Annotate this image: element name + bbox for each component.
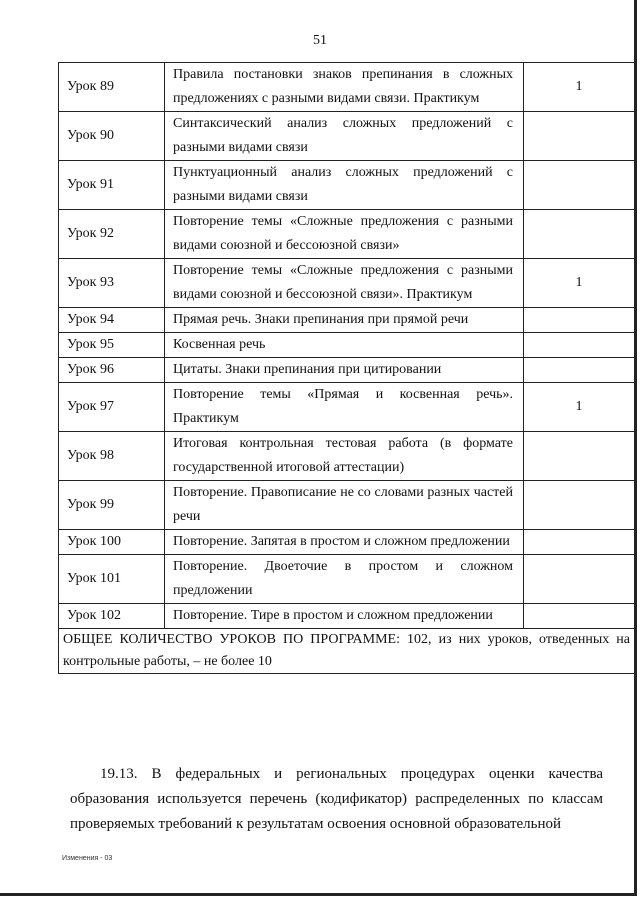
lesson-hours: 1	[524, 63, 635, 112]
lesson-topic: Повторение темы «Сложные предложения с разными видами союзной и бессоюзной связи». Практикум	[165, 259, 524, 308]
lesson-topic: Правила постановки знаков препинания в сложных предложениях с разными видами связи. Практикум	[165, 63, 524, 112]
lesson-topic: Повторение. Правописание не со словами разных частей речи	[165, 481, 524, 530]
paragraph-text: 19.13. В федеральных и региональных процедурах оценки качества образования используется перечень (кодификатор) распределенных по классам проверяемых требований к результатам освоения основной образовательной	[70, 766, 603, 832]
table-row	[59, 333, 635, 358]
lesson-number: Урок 94	[59, 308, 165, 333]
table-row	[59, 383, 635, 432]
lesson-topic: Цитаты. Знаки препинания при цитировании	[165, 358, 524, 383]
lesson-topic: Синтаксический анализ сложных предложений с разными видами связи	[165, 112, 524, 161]
table-row	[59, 308, 635, 333]
table-row	[59, 259, 635, 308]
lesson-number: Урок 97	[59, 383, 165, 432]
lesson-topic: Косвенная речь	[165, 333, 524, 358]
lesson-number: Урок 93	[59, 259, 165, 308]
lesson-topic: Повторение темы «Прямая и косвенная речь». Практикум	[165, 383, 524, 432]
lesson-hours: 1	[524, 259, 635, 308]
lesson-topic: Прямая речь. Знаки препинания при прямой речи	[165, 308, 524, 333]
lesson-topic: Повторение. Тире в простом и сложном предложении	[165, 604, 524, 629]
table-row	[59, 358, 635, 383]
lesson-number: Урок 89	[59, 63, 165, 112]
lesson-topic: Итоговая контрольная тестовая работа (в формате государственной итоговой аттестации)	[165, 432, 524, 481]
lesson-hours	[524, 358, 635, 383]
lesson-hours	[524, 555, 635, 604]
lesson-number: Урок 92	[59, 210, 165, 259]
table-row	[59, 555, 635, 604]
lesson-hours	[524, 604, 635, 629]
table-row	[59, 432, 635, 481]
table-row	[59, 481, 635, 530]
table-row	[59, 112, 635, 161]
lesson-topic: Повторение. Запятая в простом и сложном предложении	[165, 530, 524, 555]
lesson-hours	[524, 161, 635, 210]
lesson-number: Урок 95	[59, 333, 165, 358]
total-lessons-text: ОБЩЕЕ КОЛИЧЕСТВО УРОКОВ ПО ПРОГРАММЕ: 102, из них уроков, отведенных на контрольные работы, – не более 10	[59, 629, 635, 674]
table-row	[59, 63, 635, 112]
footer-note: Изменения - 03	[62, 855, 113, 862]
lesson-number: Урок 101	[59, 555, 165, 604]
page-number: 51	[313, 33, 327, 48]
lesson-number: Урок 96	[59, 358, 165, 383]
lesson-hours	[524, 432, 635, 481]
lesson-number: Урок 102	[59, 604, 165, 629]
lesson-hours	[524, 308, 635, 333]
lesson-hours	[524, 112, 635, 161]
lesson-number: Урок 91	[59, 161, 165, 210]
table-row	[59, 161, 635, 210]
lesson-hours	[524, 530, 635, 555]
table-row	[59, 530, 635, 555]
table-total-row	[59, 629, 635, 674]
lesson-number: Урок 90	[59, 112, 165, 161]
lesson-number: Урок 100	[59, 530, 165, 555]
table-row	[59, 604, 635, 629]
lesson-number: Урок 99	[59, 481, 165, 530]
body-paragraph	[70, 762, 603, 837]
table-row	[59, 210, 635, 259]
lesson-hours	[524, 210, 635, 259]
lesson-topic: Пунктуационный анализ сложных предложений с разными видами связи	[165, 161, 524, 210]
lesson-hours	[524, 333, 635, 358]
lesson-topic: Повторение темы «Сложные предложения с разными видами союзной и бессоюзной связи»	[165, 210, 524, 259]
lessons-table	[58, 62, 635, 674]
lesson-hours	[524, 481, 635, 530]
lesson-topic: Повторение. Двоеточие в простом и сложном предложении	[165, 555, 524, 604]
lesson-hours: 1	[524, 383, 635, 432]
lesson-number: Урок 98	[59, 432, 165, 481]
